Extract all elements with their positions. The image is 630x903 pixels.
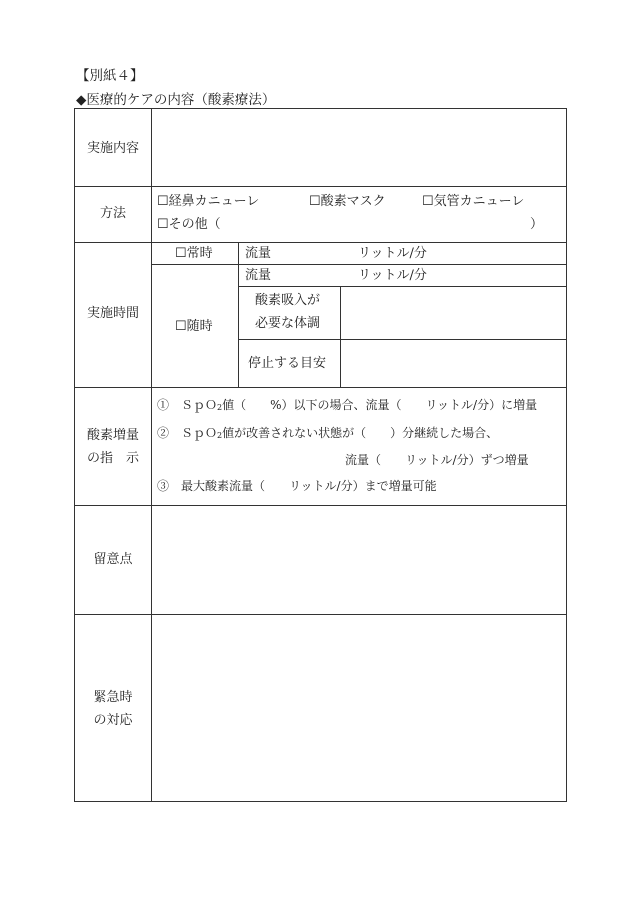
emergency-input-area[interactable]	[152, 615, 566, 801]
emergency-label-line1: 緊急時	[93, 690, 133, 705]
stop-criteria-input[interactable]	[341, 340, 566, 387]
section-title: ◆医療的ケアの内容（酸素療法）	[76, 92, 276, 108]
other-close-paren: ）	[530, 217, 544, 232]
always-flow-label: 流量	[245, 246, 272, 261]
emergency-label-line2: の対応	[93, 713, 133, 728]
other-checkbox[interactable]: ☐その他（	[157, 217, 221, 232]
row-divider	[75, 186, 566, 187]
oxygen-mask-checkbox[interactable]: ☐酸素マスク	[309, 194, 386, 209]
increase-instruction-2: ② ＳｐＯ2値が改善されない状態が（ ）分継続した場合、	[157, 426, 499, 440]
condition-label-line2: 必要な体調	[255, 316, 321, 331]
row-divider	[75, 387, 566, 388]
time-grid-divider	[152, 264, 566, 265]
attachment-label: 【別紙４】	[76, 68, 144, 84]
always-flow-unit: リットル/分	[358, 246, 427, 261]
increase-label-line2: の指 示	[86, 451, 139, 466]
nasal-cannula-checkbox[interactable]: ☐経鼻カニューレ	[157, 194, 260, 209]
content-label: 実施内容	[86, 141, 139, 156]
notes-label: 留意点	[93, 552, 133, 567]
stop-criteria-label: 停止する目安	[248, 356, 327, 371]
increase-label-line1: 酸素増量	[86, 428, 139, 443]
increase-instruction-2-cont: 流量（ リットル/分）ずつ増量	[345, 453, 529, 467]
tracheal-cannula-checkbox[interactable]: ☐気管カニューレ	[422, 194, 525, 209]
as-needed-flow-unit: リットル/分	[358, 268, 427, 283]
method-label: 方法	[99, 206, 126, 221]
always-checkbox[interactable]: ☐常時	[175, 246, 213, 261]
content-input-area[interactable]	[152, 109, 566, 186]
increase-instruction-1: ① ＳｐＯ2値（ %）以下の場合、流量（ リットル/分）に増量	[157, 398, 538, 412]
time-label: 実施時間	[86, 306, 139, 321]
notes-input-area[interactable]	[152, 506, 566, 614]
care-form-table	[74, 108, 567, 802]
as-needed-checkbox[interactable]: ☐随時	[175, 319, 213, 334]
condition-input[interactable]	[341, 287, 566, 339]
row-divider	[75, 242, 566, 243]
increase-instruction-3: ③ 最大酸素流量（ リットル/分）まで増量可能	[157, 479, 437, 493]
as-needed-flow-label: 流量	[245, 268, 272, 283]
condition-label-line1: 酸素吸入が	[255, 293, 321, 308]
